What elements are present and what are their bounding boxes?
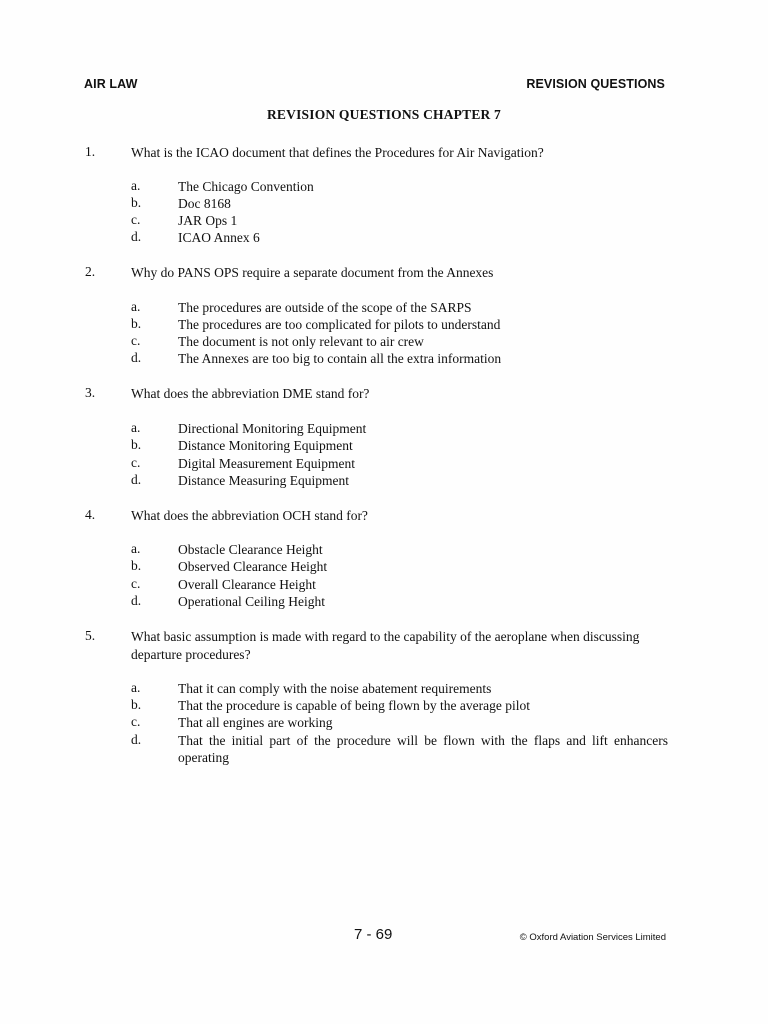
question-number: 5. xyxy=(85,628,96,643)
question-number: 1. xyxy=(85,144,96,159)
question-number: 4. xyxy=(85,507,96,522)
option-letter: d. xyxy=(131,229,142,244)
question-text: What does the abbreviation DME stand for? xyxy=(131,386,370,401)
option-text: Operational Ceiling Height xyxy=(178,594,325,609)
option-text: The Chicago Convention xyxy=(178,179,314,194)
option-text: Observed Clearance Height xyxy=(178,559,328,574)
question-text: What is the ICAO document that defines the Procedures for Air Navigation? xyxy=(131,145,544,160)
option-letter: b. xyxy=(131,558,142,573)
header-section: REVISION QUESTIONS xyxy=(526,77,665,91)
option-letter: a. xyxy=(131,420,141,435)
question-text: What does the abbreviation OCH stand for? xyxy=(131,508,368,523)
option-text: Distance Monitoring Equipment xyxy=(178,438,353,453)
option-text: ICAO Annex 6 xyxy=(178,230,260,245)
option-letter: b. xyxy=(131,316,142,331)
option-text: Directional Monitoring Equipment xyxy=(178,421,367,436)
page-number: 7 - 69 xyxy=(354,926,393,943)
option-letter: b. xyxy=(131,195,142,210)
option-text: The document is not only relevant to air crew xyxy=(178,334,424,349)
option-text: Obstacle Clearance Height xyxy=(178,542,323,557)
option-letter: c. xyxy=(131,333,141,348)
option-letter: a. xyxy=(131,299,141,314)
option-text: Distance Measuring Equipment xyxy=(178,473,349,488)
option-letter: c. xyxy=(131,212,141,227)
option-text: That it can comply with the noise abatement requirements xyxy=(178,681,492,696)
question-number: 3. xyxy=(85,385,96,400)
option-letter: a. xyxy=(131,178,141,193)
option-text: The procedures are too complicated for pilots to understand xyxy=(178,317,501,332)
option-letter: d. xyxy=(131,472,142,487)
option-letter: d. xyxy=(131,732,142,747)
option-letter: c. xyxy=(131,455,141,470)
option-letter: d. xyxy=(131,350,142,365)
option-text: The procedures are outside of the scope of the SARPS xyxy=(178,300,472,315)
question-text: Why do PANS OPS require a separate document from the Annexes xyxy=(131,265,494,280)
chapter-title: REVISION QUESTIONS CHAPTER 7 xyxy=(266,107,502,122)
option-letter: a. xyxy=(131,541,141,556)
question-number: 2. xyxy=(85,264,96,279)
option-letter: d. xyxy=(131,593,142,608)
option-text: That all engines are working xyxy=(178,715,333,730)
option-letter: c. xyxy=(131,576,141,591)
option-text: JAR Ops 1 xyxy=(178,213,238,228)
option-text: Digital Measurement Equipment xyxy=(178,456,355,471)
option-text: That the initial part of the procedure will be flown with the flaps and lift enhancers operating xyxy=(178,733,668,765)
option-letter: b. xyxy=(131,437,142,452)
option-letter: b. xyxy=(131,697,142,712)
header-subject: AIR LAW xyxy=(84,77,138,91)
question-text: What basic assumption is made with regard to the capability of the aeroplane when discussing departure procedures? xyxy=(131,629,640,662)
option-text: Overall Clearance Height xyxy=(178,577,316,592)
option-text: That the procedure is capable of being flown by the average pilot xyxy=(178,698,530,713)
copyright-notice: © Oxford Aviation Services Limited xyxy=(519,932,666,943)
option-text: The Annexes are too big to contain all the extra information xyxy=(178,351,502,366)
option-letter: c. xyxy=(131,714,141,729)
option-letter: a. xyxy=(131,680,141,695)
option-text: Doc 8168 xyxy=(178,196,231,211)
